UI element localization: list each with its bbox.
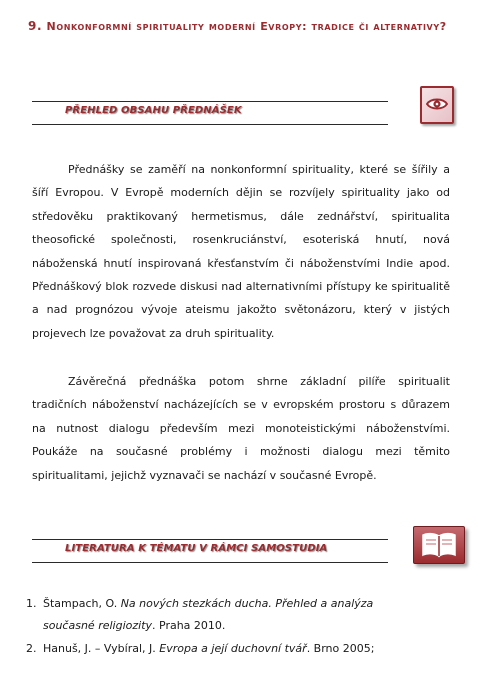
literature-item [26, 638, 456, 660]
section-header-literature [32, 539, 388, 563]
literature-title-continued: současné religiozity [43, 619, 153, 632]
chapter-number: 9. [28, 19, 43, 33]
chapter-title-text: Nonkonformní spirituality moderní Evropy: tradice či alternativy? [46, 20, 447, 33]
literature-authors: Hanuš, J. – Vybíral, J. [43, 642, 156, 655]
eye-icon [420, 86, 454, 124]
literature-authors: Štampach, O. [43, 597, 118, 610]
literature-list [26, 593, 456, 660]
literature-item-number: 1. [26, 597, 37, 610]
literature-title: Evropa a její duchovní tvář [159, 642, 307, 655]
section-label-literature: LITERATURA K TÉMATU V RÁMCI SAMOSTUDIA [65, 543, 328, 554]
section-header-overview [32, 101, 388, 125]
literature-item-number: 2. [26, 642, 37, 655]
section-label-overview: PŘEHLED OBSAHU PŘEDNÁŠEK [65, 105, 242, 116]
literature-imprint: . Brno 2005; [306, 642, 375, 655]
book-icon-graphic [421, 531, 457, 559]
eye-icon-graphic [426, 96, 448, 112]
literature-imprint: . Praha 2010. [152, 619, 226, 632]
overview-paragraph-1: Přednášky se zaměří na nonkonformní spirituality, které se šířily a šíří Evropou. V Evropě moderních dějin se rozvíjely spirituality jako od středověku praktikovaný hermetismus, dále zednářství, spiritualita theosofické společnosti, rosenkruciánství, esoteriská hnutí, nová náboženská hnutí inspirovaná křesťanstvím či náboženstvími Indie apod. Přednáškový blok rozvede diskusi nad alternativními přístupy ke spiritualitě a nad prognózou vývoje ateismu jakožto světonázoru, který v jistých projevech lze považovat za druh spirituality. [32, 163, 450, 340]
chapter-title [28, 12, 468, 41]
overview-paragraph-2: Závěrečná přednáška potom shrne základní pilíře spiritualit tradičních náboženství nacházejících se v evropském prostoru s důrazem na nutnost dialogu především mezi monoteistickými náboženstvími. Poukáže na současné problémy i možnosti dialogu mezi těmito spiritualitami, jejichž vyznavači se nachází v současné Evropě. [32, 375, 450, 482]
literature-title: Na nových stezkách ducha. Přehled a analýza [120, 597, 374, 610]
literature-item [26, 593, 456, 637]
book-icon [413, 526, 465, 564]
